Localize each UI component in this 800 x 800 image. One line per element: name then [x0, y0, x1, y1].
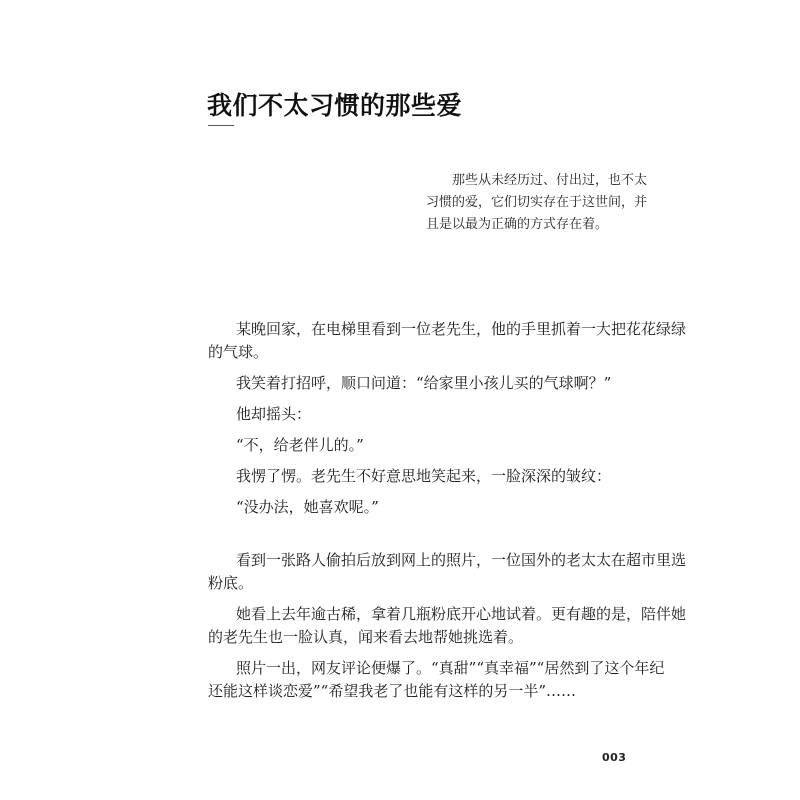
- title-underline: [208, 125, 234, 126]
- paragraph-line: 还能这样谈恋爱”“希望我老了也能有这样的另一半”……: [208, 682, 577, 700]
- paragraph-line: 某晚回家，在电梯里看到一位老先生，他的手里抓着一大把花花绿绿: [236, 320, 687, 338]
- paragraph-line: 我笑着打招呼，顺口问道：“给家里小孩儿买的气球啊？”: [236, 374, 612, 392]
- epigraph-line: 且是以最为正确的方式存在着。: [426, 217, 609, 232]
- paragraph-line: 看到一张路人偷拍后放到网上的照片，一位国外的老太太在超市里选: [236, 551, 687, 569]
- story-balloons: [208, 318, 687, 519]
- paragraph-line: 粉底。: [208, 574, 254, 592]
- paragraph-line: “没办法，她喜欢呢。”: [236, 498, 379, 516]
- page-number: 003: [602, 751, 627, 764]
- paragraph-line: 他却摇头：: [236, 405, 312, 423]
- epigraph-line: 那些从未经历过、付出过，也不太: [452, 173, 648, 188]
- chapter-title: 我们不太习惯的那些爱: [207, 91, 463, 120]
- story-foundation: [208, 549, 687, 703]
- paragraph-line: 的气球。: [208, 343, 269, 361]
- epigraph-line: 习惯的爱，它们切实存在于这世间，并: [426, 195, 648, 210]
- paragraph-line: 她看上去年逾古稀，拿着几瓶粉底开心地试着。更有趣的是，陪伴她: [236, 605, 687, 623]
- paragraph-line: 我愣了愣。老先生不好意思地笑起来，一脸深深的皱纹：: [236, 467, 612, 485]
- epigraph: [426, 170, 648, 236]
- paragraph-line: 照片一出，网友评论便爆了。“真甜”“真幸福”“居然到了这个年纪: [236, 659, 665, 677]
- paragraph-line: “不，给老伴儿的。”: [236, 436, 364, 454]
- paragraph-line: 的老先生也一脸认真，闻来看去地帮她挑选着。: [208, 628, 524, 646]
